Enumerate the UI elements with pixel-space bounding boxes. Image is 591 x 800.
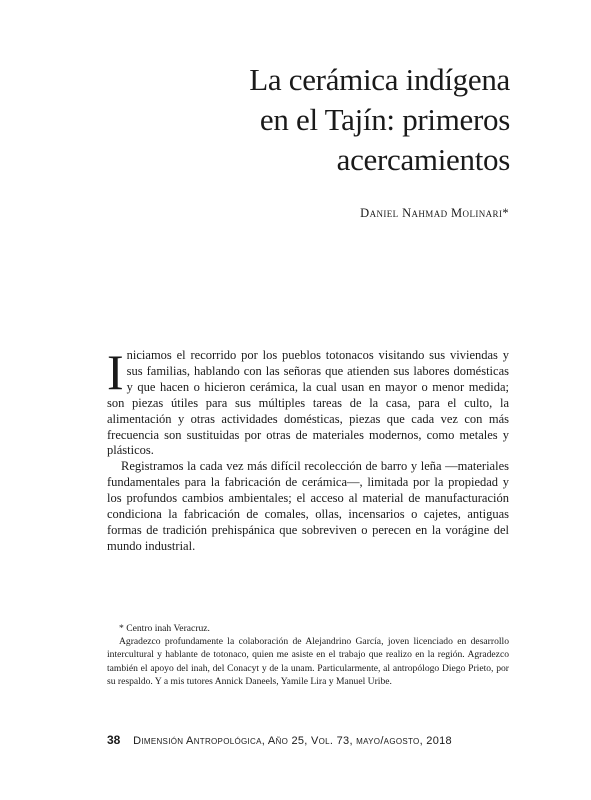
page-footer [107,733,452,747]
author-name: Daniel Nahmad Molinari* [360,206,509,220]
footnote-acknowledgment: Agradezco profundamente la colaboración de Alejandrino García, joven licenciado en desarrollo intercultural y hablante de totonaco, quien me asiste en el trabajo que realizo en la región. Agradezco también el apoyo del inah, del Conacyt y de la unam. Particularmente, al antropólogo Diego Prieto, por su respaldo. Y a mis tutores Annick Daneels, Yamile Lira y Manuel Uribe. [107,636,509,687]
title-line-1: La cerámica indígena [249,62,510,97]
drop-cap: I [107,344,124,400]
title-line-3: acercamientos [336,142,510,177]
footnotes [107,622,509,688]
article-title [180,60,510,180]
paragraph-1-text: niciamos el recorrido por los pueblos totonacos visitando sus viviendas y sus familias, hablando con las señoras que atienden sus labores domésticas y que hacen o hicieron cerámica, la cual usan en mayor o menor medida; son piezas útiles para sus múltiples tareas de la casa, para el culto, la alimentación y otras actividades domésticas, piezas que cada vez con más frecuencia son sustituidas por otras de materiales modernos, como metales y plásticos. [107,348,509,458]
paragraph-2: Registramos la cada vez más difícil recolección de barro y leña —materiales fundamentales para la fabricación de cerámica—, limitada por la propiedad y los profundos cambios ambientales; el acceso al material de manufacturación condiciona la fabricación de comales, ollas, incensarios o cajetes, antiguas formas de tradición prehispánica que sobreviven o perecen en la vorágine del mundo industrial. [107,459,509,553]
footnote-affiliation: * Centro inah Veracruz. [119,623,210,634]
title-line-2: en el Tajín: primeros [259,102,510,137]
paragraph-1 [107,344,509,459]
journal-citation: Dimensión Antropológica, Año 25, Vol. 73, mayo/agosto, 2018 [133,735,452,747]
article-body [107,344,509,555]
page-number: 38 [107,733,121,747]
